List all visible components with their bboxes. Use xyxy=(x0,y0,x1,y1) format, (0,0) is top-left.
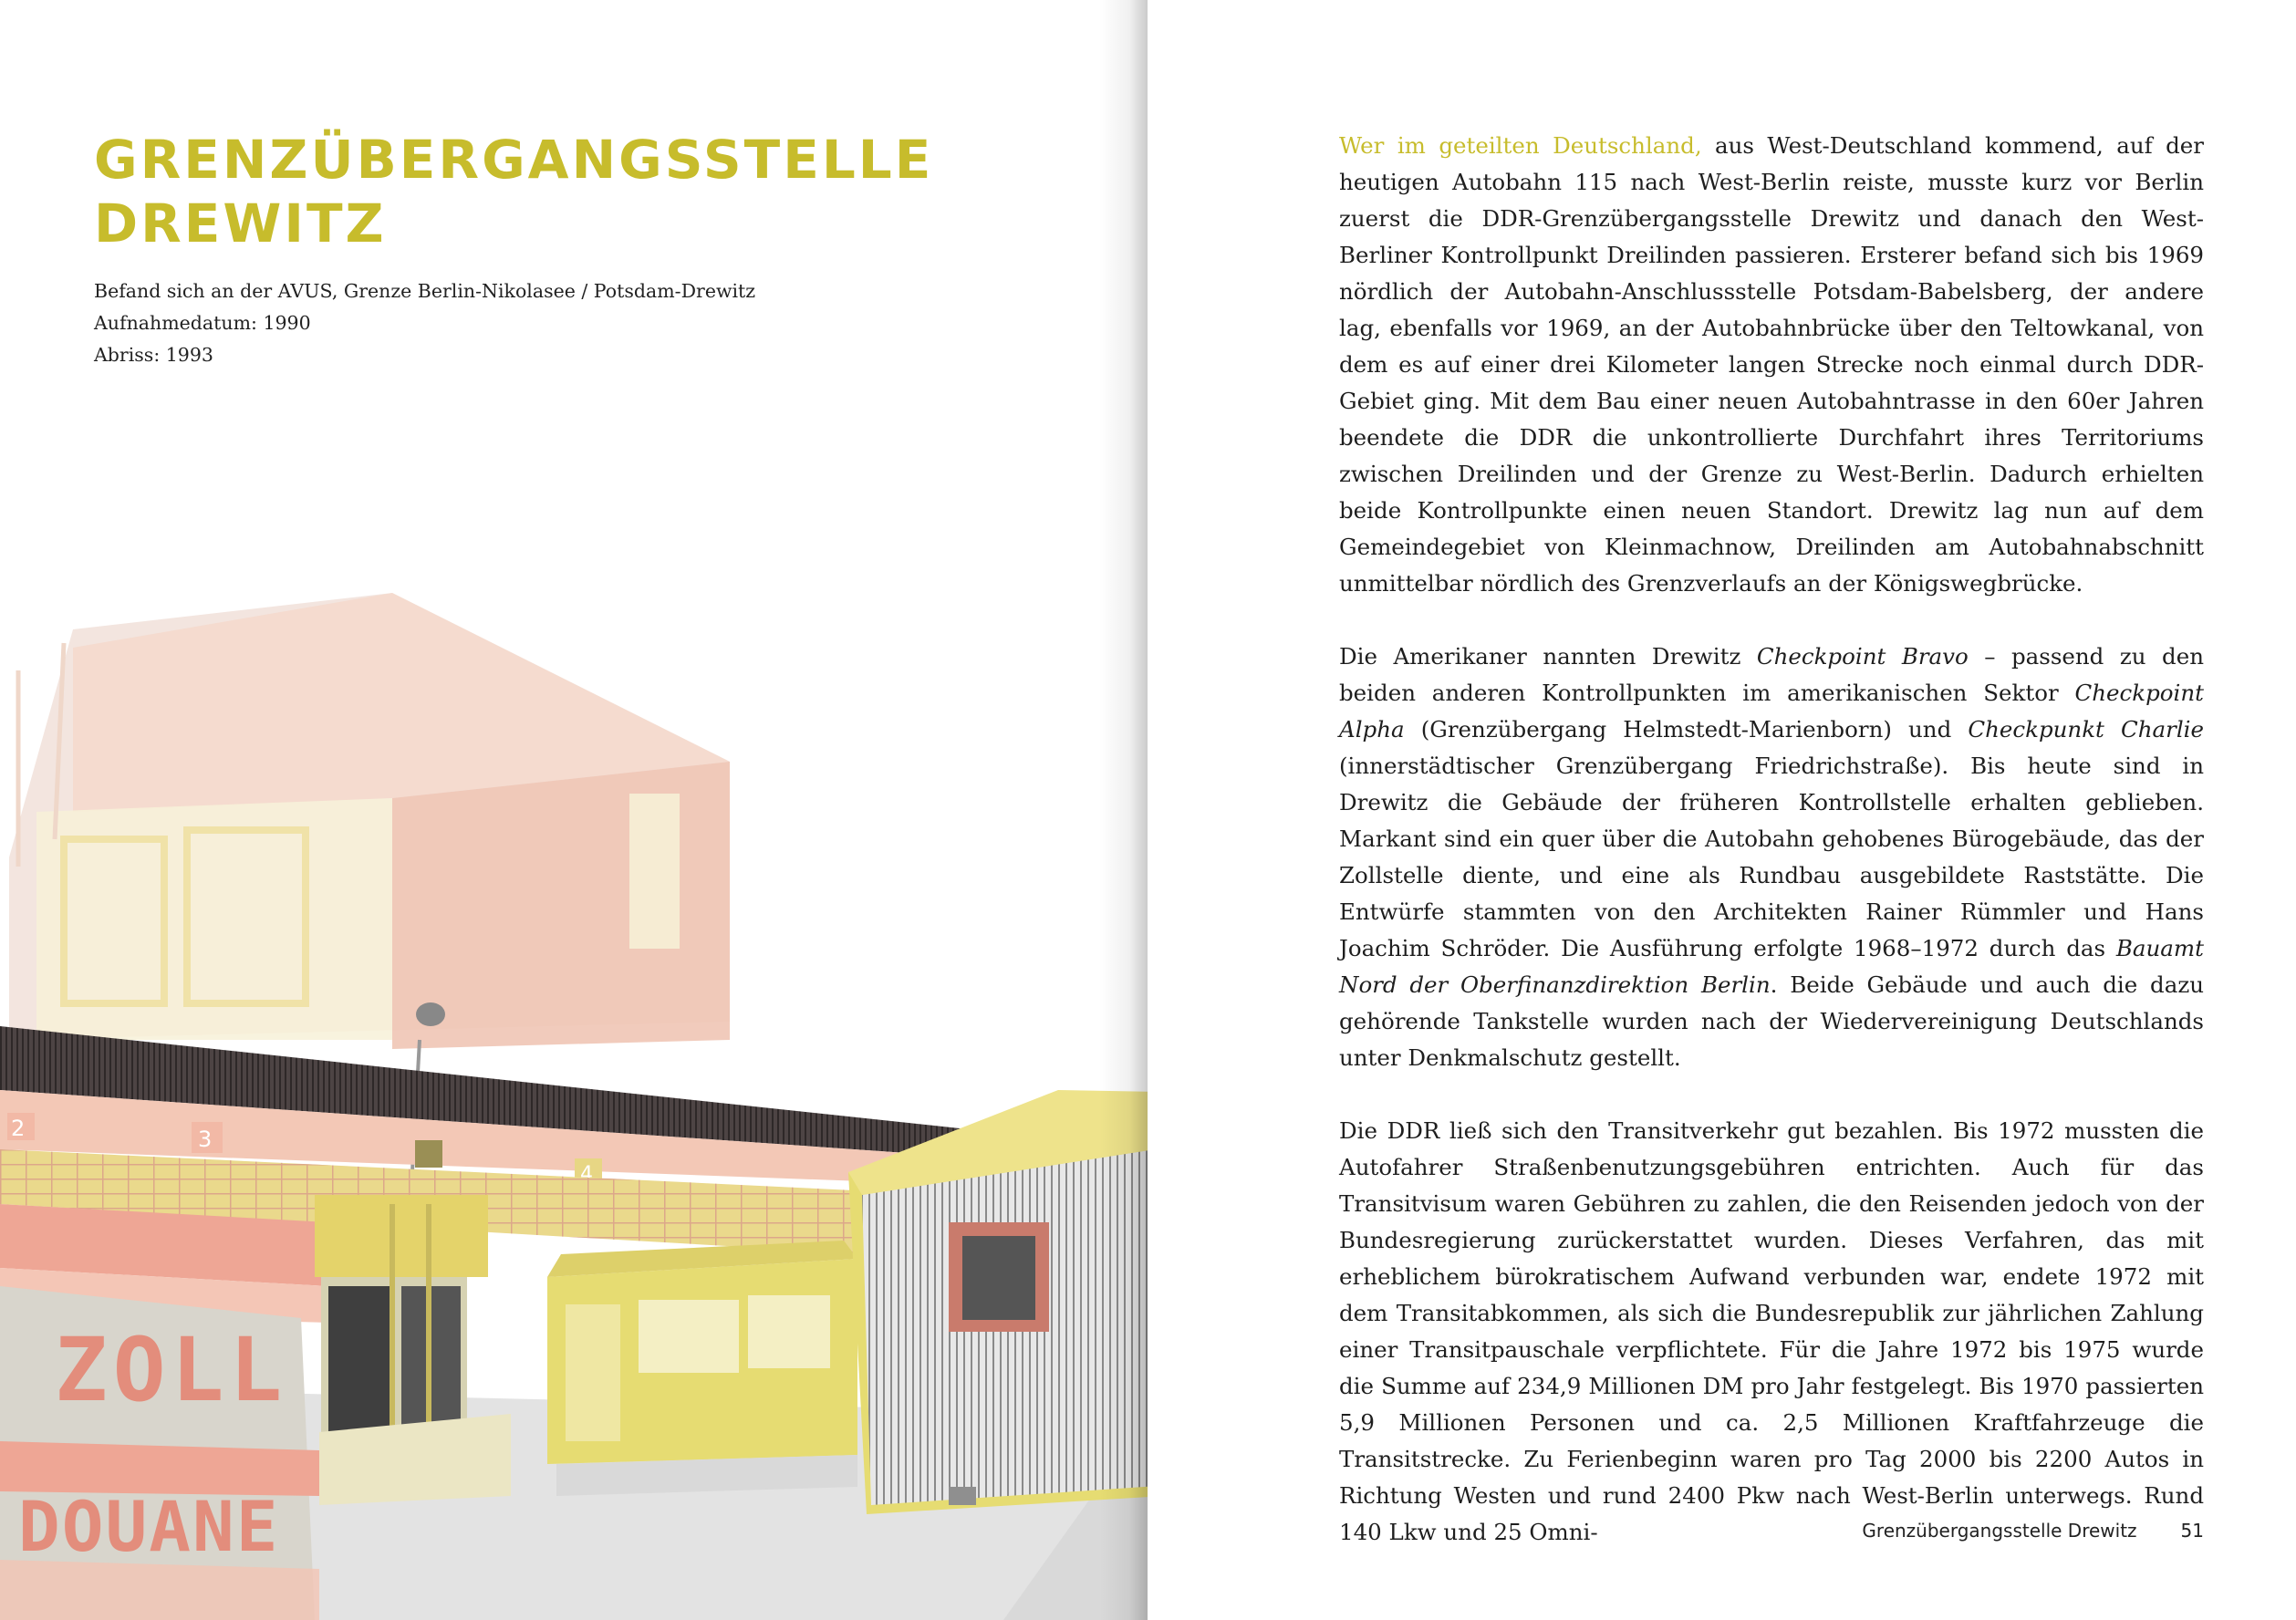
page-title xyxy=(94,128,934,255)
paragraph-2-italic: Checkpunkt Charlie xyxy=(1968,716,2204,742)
paragraph-1 xyxy=(1339,128,2204,602)
caption-demolition: Abriss: 1993 xyxy=(94,344,213,366)
page-number: 51 xyxy=(2180,1520,2204,1542)
paragraph-2-part: Die Amerikaner nannten Drewitz xyxy=(1339,643,1757,670)
douane-sign-text: DOUANE xyxy=(18,1486,280,1567)
paragraph-lead: Wer im geteilten Deutschland, xyxy=(1339,132,1702,159)
paragraph-2-italic: Checkpoint Bravo xyxy=(1756,643,1969,670)
paragraph-2 xyxy=(1339,639,2204,1076)
paragraph-3: Die DDR ließ sich den Transitverkehr gut bezahlen. Bis 1972 mussten die Autofahrer Straßenbenutzungsgebühren entrichten. Auch für das Transitvisum waren Gebühren zu zahlen, die den Reisenden jedoch von der Bundesregierung zurückerstattet wurden. Dieses Verfahren, das mit erheblichem bürokratischem Aufwand verbunden war, endete 1972 mit dem Transitabkommen, als sich die Bundesrepublik zur jährlichen Zahlung einer Transitpauschale verpflichtete. Für die Jahre 1972 bis 1975 wurde die Summe auf 234,9 Millionen DM pro Jahr festgelegt. Bis 1970 passierten 5,9 Millionen Personen und ca. 2,5 Millionen Kraftfahrzeuge die Transitstrecke. Zu Ferienbeginn waren pro Tag 2000 bis 2200 Autos in Richtung Westen und rund 2400 Pkw nach West-Berlin unterwegs. Rund 140 Lkw und 25 Omni- xyxy=(1339,1117,2204,1545)
caption-date: Aufnahmedatum: 1990 xyxy=(94,312,311,334)
caption-location: Befand sich an der AVUS, Grenze Berlin-Nikolasee / Potsdam-Drewitz xyxy=(94,280,756,302)
paragraph-2-part: – passend zu den beiden anderen Kontrollpunkten im amerikanischen Sektor xyxy=(1339,643,2204,706)
paragraph-1-text: aus West-Deutschland kommend, auf der heutigen Autobahn 115 nach West-Berlin reiste, musste kurz vor Berlin zuerst die DDR-Grenzübergangsstelle Drewitz und danach den West-Berliner Kontrollpunkt Dreilinden passieren. Ersterer befand sich bis 1969 nördlich der Autobahn-Anschlussstelle Potsdam-Babelsberg, der andere lag, ebenfalls vor 1969, an der Autobahnbrücke über den Teltowkanal, von dem es auf einer drei Kilometer langen Strecke noch einmal durch DDR-Gebiet ging. Mit dem Bau einer neuen Autobahntrasse in den 60er Jahren beendete die DDR die unkontrollierte Durchfahrt ihres Territoriums zwischen Dreilinden und der Grenze zu West-Berlin. Dadurch erhielten beide Kontrollpunkte einen neuen Standort. Drewitz lag nun auf dem Gemeindegebiet von Kleinmachnow, Dreilinden am Autobahnabschnitt unmittelbar nördlich des Grenzverlaufs an der Königswegbrücke. xyxy=(1339,132,2204,597)
title-line-1: GRENZÜBERGANGSSTELLE xyxy=(94,129,934,191)
paragraph-2-part: . Beide Gebäude und auch die dazu gehörende Tankstelle wurden nach der Wiedervereinigung Deutschlands unter Denkmalschutz gestellt. xyxy=(1339,971,2205,1071)
zoll-sign-text: ZOLL xyxy=(55,1319,288,1421)
title-line-2: DREWITZ xyxy=(94,192,387,254)
page-footer xyxy=(1843,1520,2204,1542)
paragraph-2-italic: Bauamt Nord der Oberfinanzdirektion Berlin xyxy=(1339,935,2204,998)
paragraph-2-part: (Grenzübergang Helmstedt-Marienborn) und xyxy=(1404,716,1969,742)
lane-sign-3: 3 xyxy=(198,1127,213,1152)
photo-caption xyxy=(94,275,755,371)
lane-sign-4: 4 xyxy=(580,1163,593,1186)
border-crossing-collage-image xyxy=(0,566,1148,1620)
body-text xyxy=(1339,128,2204,1587)
running-title: Grenzübergangsstelle Drewitz xyxy=(1862,1520,2137,1542)
paragraph-2-part: (innerstädtischer Grenzübergang Friedrichstraße). Bis heute sind in Drewitz die Gebäude der früheren Kontrollstelle erhalten geblieben. Markant sind ein quer über die Autobahn gehobenes Bürogebäude, das der Zollstelle diente, und eine als Rundbau ausgebildete Raststätte. Die Entwürfe stammten von den Architekten Rainer Rümmler und Hans Joachim Schröder. Die Ausführung erfolgte 1968–1972 durch das xyxy=(1339,753,2204,961)
lane-sign-2: 2 xyxy=(11,1116,26,1141)
paragraph-2-italic: Checkpoint Alpha xyxy=(1339,680,2204,742)
